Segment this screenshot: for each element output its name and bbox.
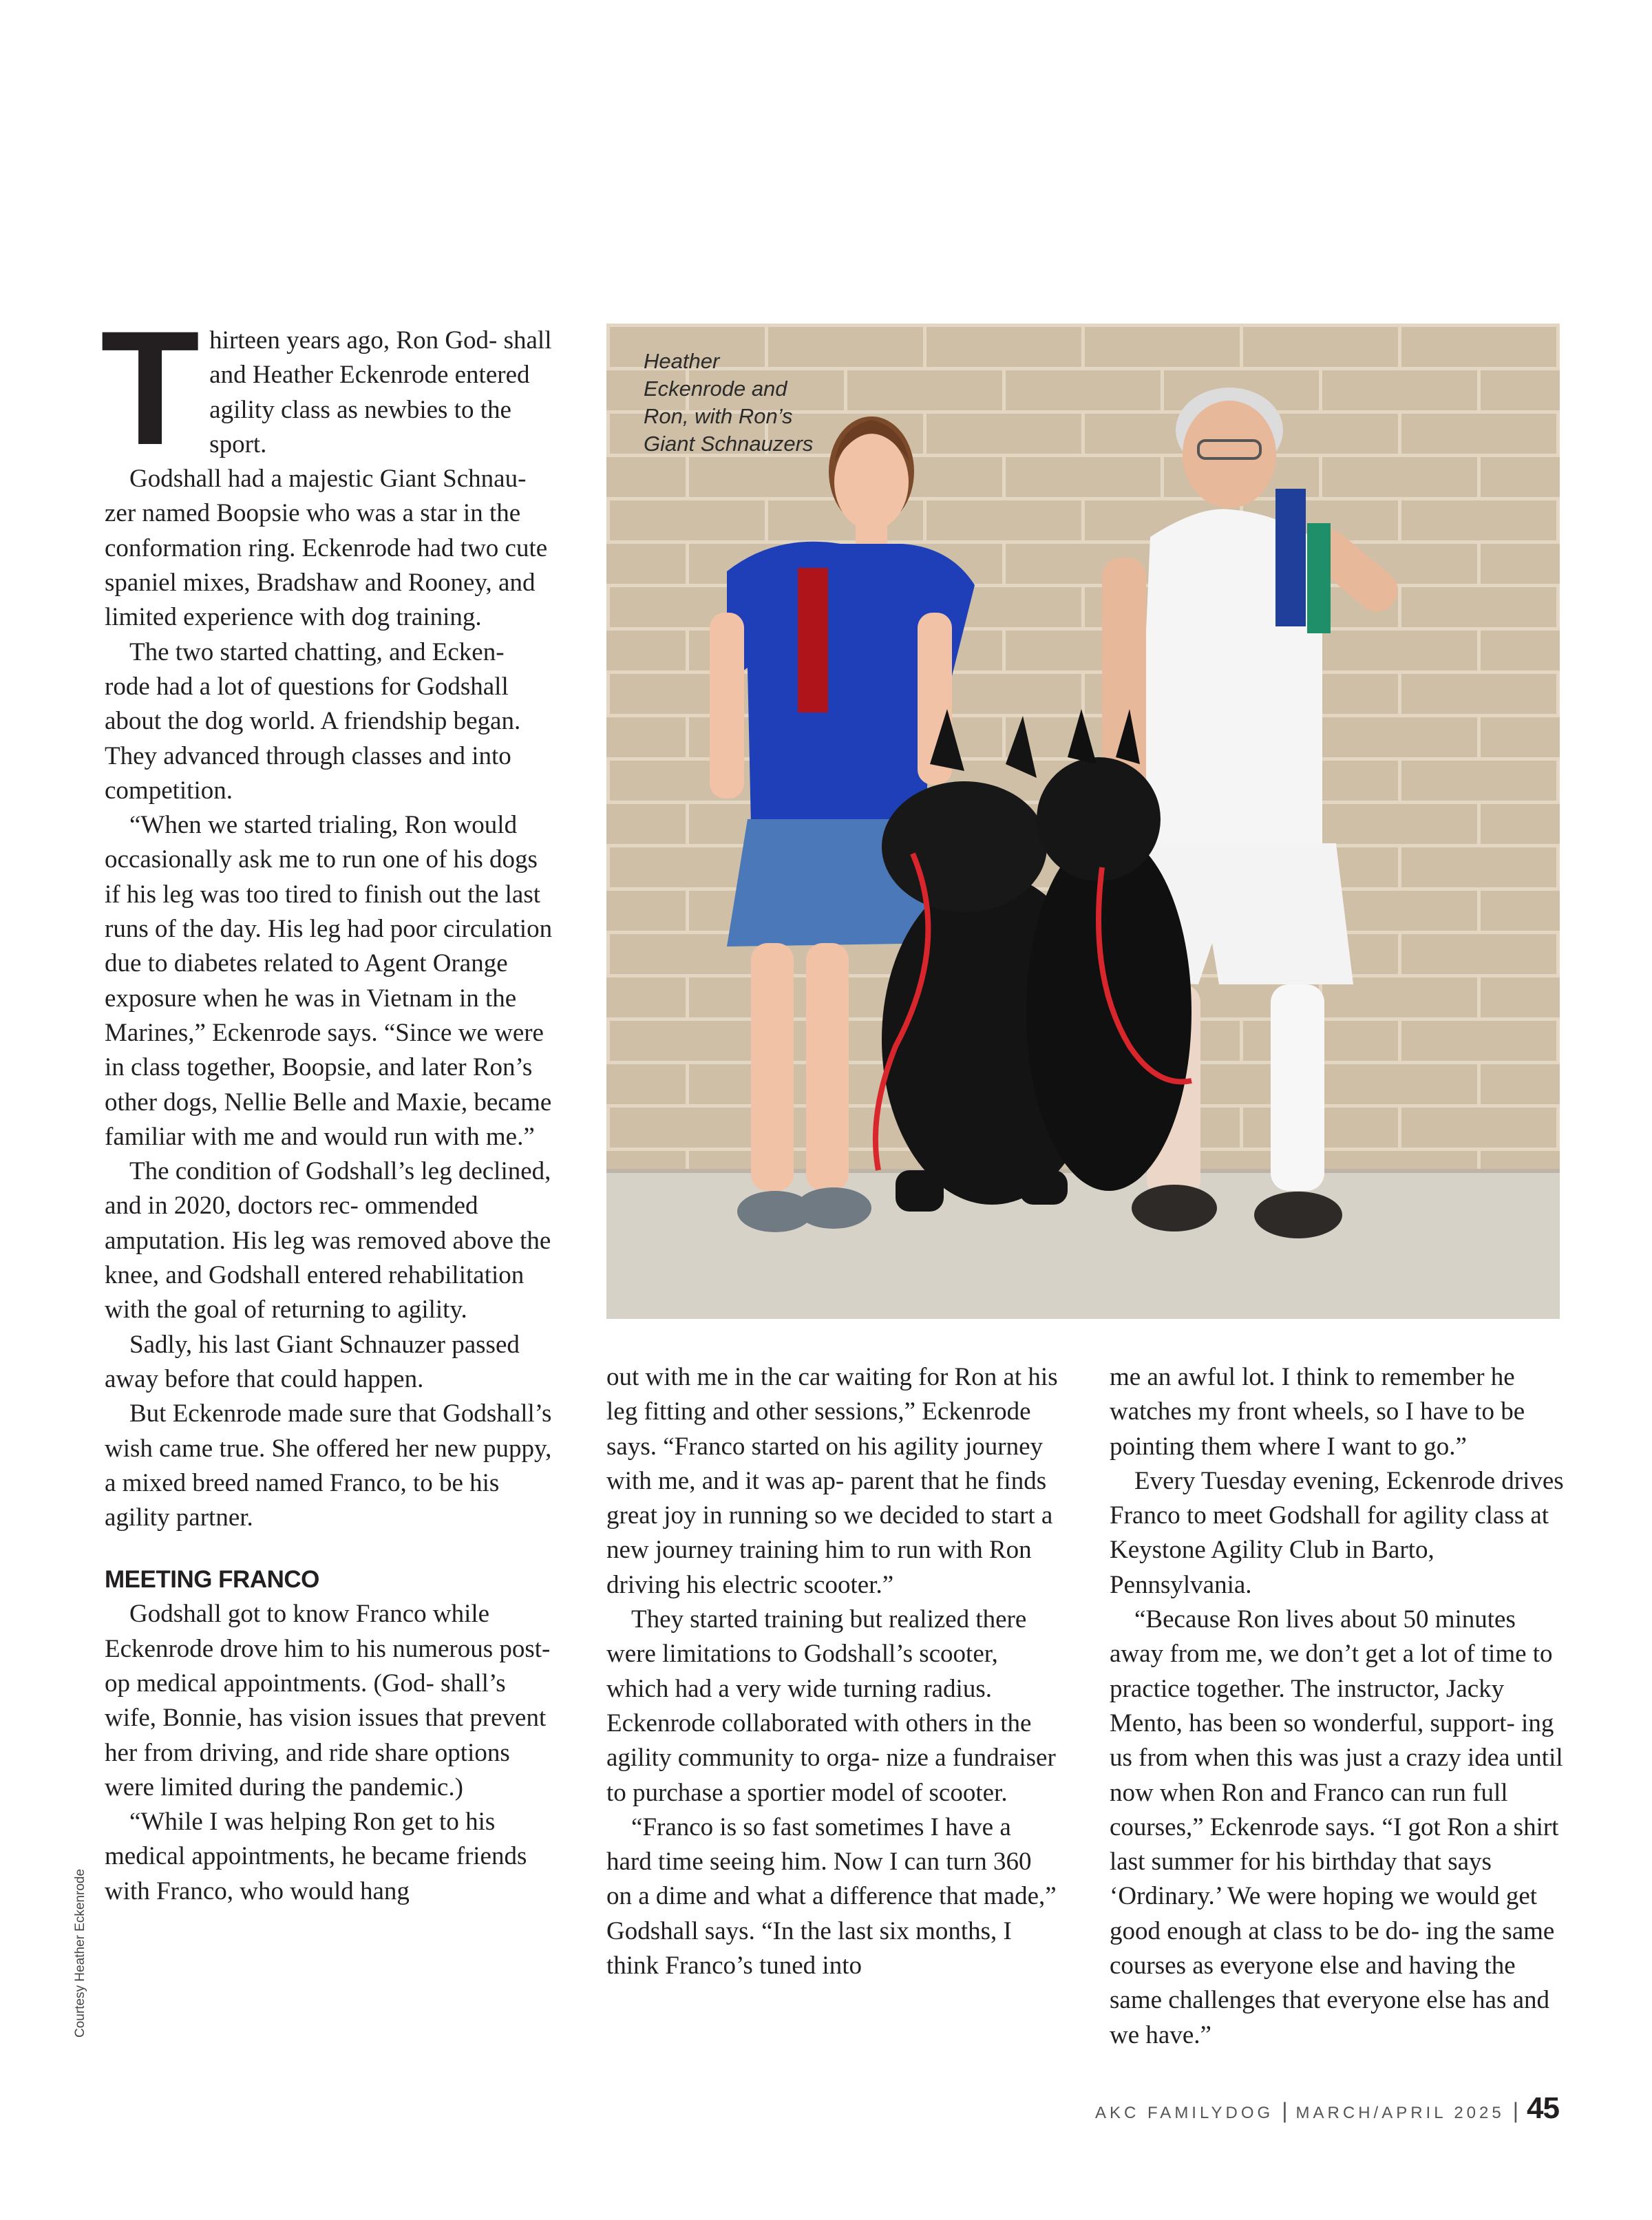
article-paragraph: The condition of Godshall’s leg declined, and in 2020, doctors rec- ommended amputation. His leg was removed above the knee, and Godshall entered rehabilitation with the goal of returning to agility. xyxy=(105,1157,551,1324)
article-paragraph: Godshall had a majestic Giant Schnau- zer named Boopsie who was a star in the conformation ring. Eckenrode had two cute spaniel mixes, Bradshaw and Rooney, and limited experience with dog training. xyxy=(105,465,548,632)
photo-credit: Courtesy Heather Eckenrode xyxy=(73,1868,87,2038)
article-paragraph: “When we started trialing, Ron would occasionally ask me to run one of his dogs if his leg was too tired to finish out the last runs of the day. His leg had poor circulation due to diabetes related to Agent Orange exposure when he was in Vietnam in the Marines,” Eckenrode says. “Since we were in class together, Boopsie, and later Ron’s other dogs, Nellie Belle and Maxie, became familiar with me and would run with me.” xyxy=(105,811,553,1151)
article-paragraph: Godshall got to know Franco while Eckenrode drove him to his numerous post-op medical appointments. (God- shall’s wife, Bonnie, has vision issues that prevent her from driving, and ride share options were limited during the pandemic.) xyxy=(105,1600,551,1801)
concrete-ground xyxy=(606,1170,1560,1319)
drop-cap: T xyxy=(100,297,196,479)
article-column-3 xyxy=(1110,1360,1564,2053)
footer-separator: | xyxy=(1282,2098,1288,2123)
issue-date: MARCH/APRIL 2025 xyxy=(1295,2104,1505,2122)
article-paragraph: Every Tuesday evening, Eckenrode drives Franco to meet Godshall for agility class at Keystone Agility Club in Barto, Pennsylvania. xyxy=(1110,1466,1564,1599)
article-column-1 xyxy=(100,297,555,1909)
article-paragraph: “Because Ron lives about 50 minutes away from me, we don’t get a lot of time to practice together. The instructor, Jacky Mento, has been so wonderful, support- ing us from when this was just a crazy idea until now when Ron and Franco can run full courses,” Eckenrode says. “I got Ron a shirt last summer for his birthday that says ‘Ordinary.’ We were hoping we would get good enough at class to be do- ing the same courses as everyone else and having the same challenges that everyone else has and we have.” xyxy=(1110,1605,1563,2049)
article-paragraph: Thirteen years ago, Ron God- shall and Heather Eckenrode entered agility class as newbies to the sport. xyxy=(100,297,552,479)
feature-photo xyxy=(606,324,1560,1319)
blue-ribbon xyxy=(1275,489,1306,626)
photo-caption: Heather Eckenrode and Ron, with Ron’s Giant Schnauzers xyxy=(644,349,814,456)
magazine-name: AKC FAMILYDOG xyxy=(1094,2104,1274,2122)
article-paragraph: out with me in the car waiting for Ron at his leg fitting and other sessions,” Eckenrode says. “Franco started on his agility journey with me, and it was ap- parent that he finds great joy in running so we decided to start a new journey training him to run with Ron driving his electric scooter.” xyxy=(606,1363,1058,1599)
green-ribbon xyxy=(1307,523,1331,633)
article-paragraph: “While I was helping Ron get to his medical appointments, he became friends with Franco, who would hang xyxy=(105,1808,527,1905)
page-footer xyxy=(1095,2091,1559,2126)
article-column-2 xyxy=(606,1360,1061,1983)
article-paragraph: me an awful lot. I think to remember he watches my front wheels, so I have to be pointing them where I want to go.” xyxy=(1110,1363,1525,1461)
red-ribbon xyxy=(798,568,828,712)
section-subheading: MEETING FRANCO xyxy=(105,1566,319,1594)
article-paragraph: “Franco is so fast sometimes I have a hard time seeing him. Now I can turn 360 on a dime and what a difference that made,” Godshall says. “In the last six months, I think Franco’s tuned into xyxy=(606,1812,1057,1980)
article-paragraph: The two started chatting, and Ecken- rode had a lot of questions for Godshall about the dog world. A friendship began. They advanced through classes and into competition. xyxy=(105,637,521,805)
footer-separator: | xyxy=(1512,2098,1519,2123)
article-paragraph: Sadly, his last Giant Schnauzer passed away before that could happen. xyxy=(105,1330,520,1393)
article-paragraph: But Eckenrode made sure that Godshall’s wish came true. She offered her new puppy, a mixed breed named Franco, to be his agility partner. xyxy=(105,1399,552,1532)
photo-illustration xyxy=(606,324,1560,1319)
article-paragraph: They started training but realized there were limitations to Godshall’s scooter, which had a very wide turning radius. Eckenrode collaborated with others in the agility community to orga- nize a fundraiser to purchase a sportier model of scooter. xyxy=(606,1605,1056,1807)
page-number: 45 xyxy=(1527,2091,1559,2125)
